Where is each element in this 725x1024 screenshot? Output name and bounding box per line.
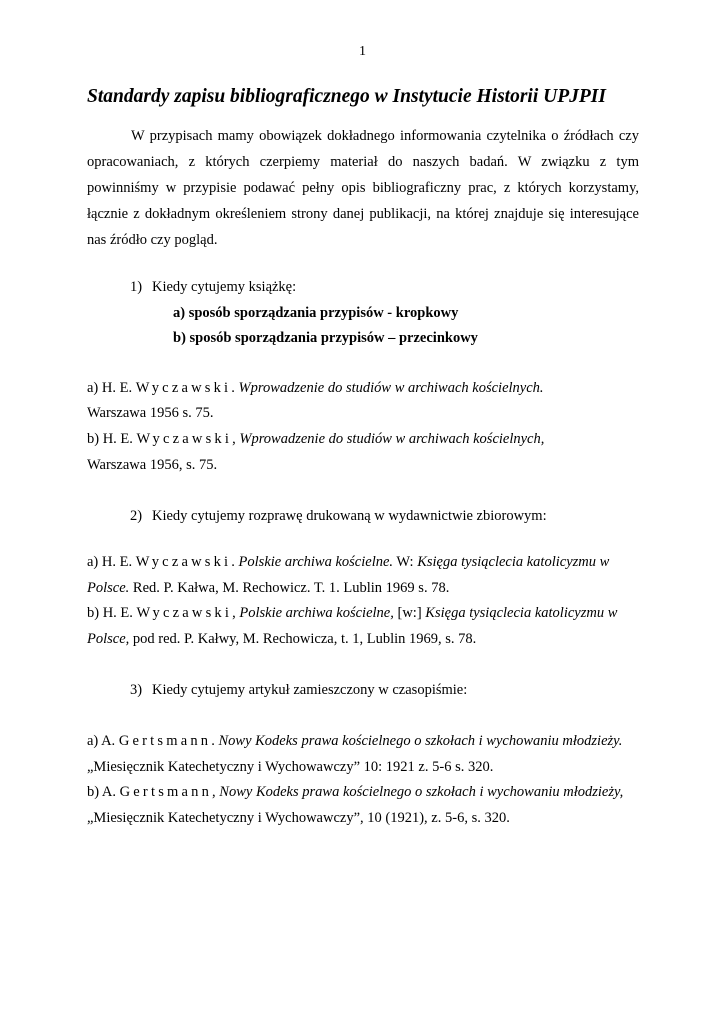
citation-1a-line2: Warszawa 1956 s. 75. [87,405,214,421]
citation-3a: a) A. Gertsmann. Nowy Kodeks prawa kościelnego o szkołach i wychowaniu młodzieży. [87,733,623,749]
citation-1b-line2: Warszawa 1956, s. 75. [87,457,218,473]
section-2-heading: 2) Kiedy cytujemy rozprawę drukowaną w wydawnictwie zbiorowym: [130,508,547,524]
citation-2b: b) H. E. Wyczawski, Polskie archiwa kościelne, [w:] Księga tysiąclecia katolicyzmu w [87,605,618,621]
page-number: 1 [359,44,366,59]
section-3-heading: 3) Kiedy cytujemy artykuł zamieszczony w czasopiśmie: [130,682,468,698]
citation-1a: a) H. E. Wyczawski. Wprowadzenie do studiów w archiwach kościelnych. [87,380,544,396]
document-title: Standardy zapisu bibliograficznego w Instytucie Historii UPJPII [87,86,606,107]
citation-2b-line2: Polsce, pod red. P. Kałwy, M. Rechowicza, t. 1, Lublin 1969, s. 78. [87,631,477,647]
citation-3b: b) A. Gertsmann, Nowy Kodeks prawa kościelnego o szkołach i wychowaniu młodzieży, [87,784,624,800]
citation-2a-line2: Polsce. Red. P. Kałwa, M. Rechowicz. T. 1. Lublin 1969 s. 78. [87,580,450,596]
intro-text: W przypisach mamy obowiązek dokładnego informowania czytelnika o źródłach czy opracowaniach, z których czerpiemy materiał do naszych badań. W związku z tym powinniśmy w przypisie podawać pełny opis bibliograficzny prac, z których korzystamy, łącznie z dokładnym określeniem strony danej publikacji, na której znajduje się interesujące nas źródło czy pogląd. [87,128,639,248]
section-1-option-b: b) sposób sporządzania przypisów – przecinkowy [173,330,478,346]
citation-3a-line2: „Miesięcznik Katechetyczny i Wychowawczy” 10: 1921 z. 5-6 s. 320. [87,759,494,775]
citation-3b-line2: „Miesięcznik Katechetyczny i Wychowawczy”, 10 (1921), z. 5-6, s. 320. [87,810,510,826]
section-1-option-a: a) sposób sporządzania przypisów - kropkowy [173,305,459,321]
intro-paragraph [87,124,639,254]
citation-1b: b) H. E. Wyczawski, Wprowadzenie do studiów w archiwach kościelnych, [87,431,545,447]
section-1-heading: 1) Kiedy cytujemy książkę: [130,279,297,295]
citation-2a: a) H. E. Wyczawski. Polskie archiwa kościelne. W: Księga tysiąclecia katolicyzmu w [87,554,610,570]
